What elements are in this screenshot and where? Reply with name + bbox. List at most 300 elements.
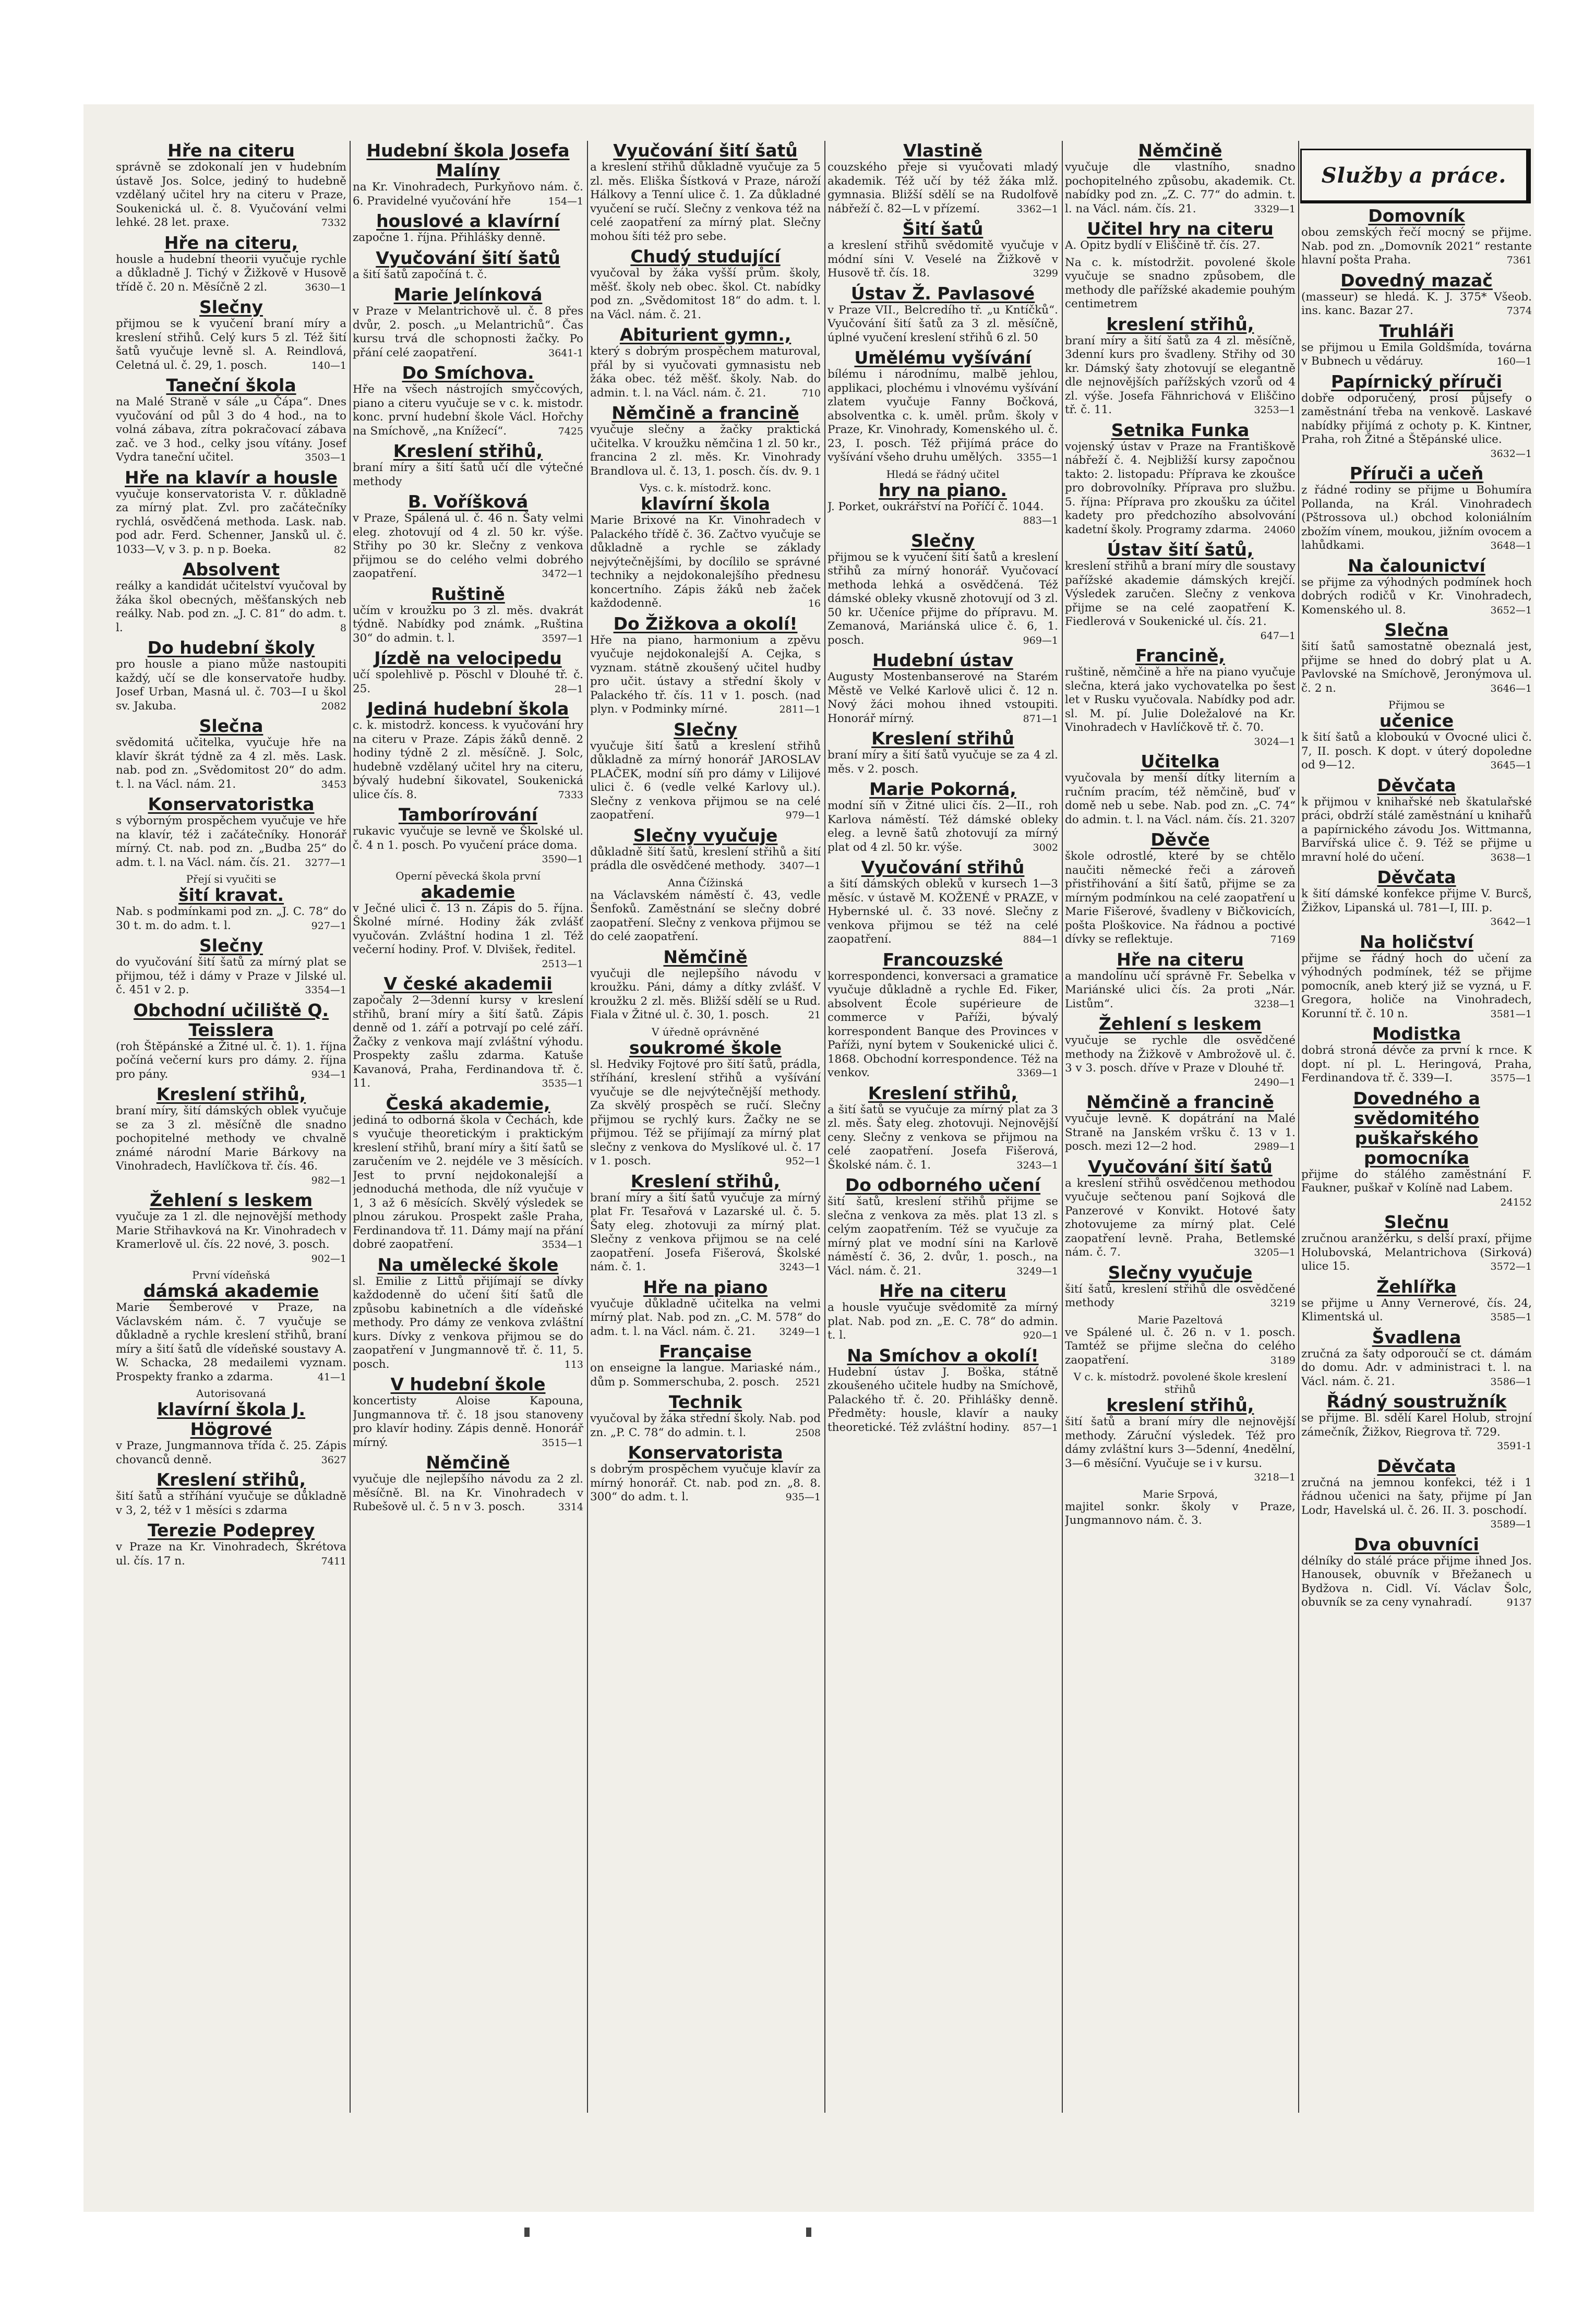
ad-heading: Truhláři [1379, 320, 1454, 341]
ad-reference-number: 3534—1 [542, 1239, 583, 1250]
ad-heading: Vlastině [903, 141, 982, 161]
ad-text: v Praze v Melantrichově ul. č. 8 přes dvůr, 2. posch. „u Melantrichů“. Čas kursu trvá dle schopnosti žačky. Po přání celé zaopatření. [353, 305, 583, 359]
classified-ad [1065, 1014, 1296, 1089]
ad-text: přijme se řádný hoch do učení za výhodných podmínek, též se přijme pomocník, aneb který již se vyzná, u F. Gregora, holiče na Vinohradech, Korunní tř. č. 10 n. [1301, 952, 1532, 1020]
ad-body [1301, 484, 1532, 553]
ad-heading: Française [659, 1341, 752, 1362]
ad-body [1301, 1044, 1532, 1086]
ad-text: Augusty Mostenbanserové na Starém Městě ve Velké Karlově ulici č. 12 n. Nový žáci mohou ihned vstoupiti. Honorář mírný. [828, 670, 1058, 725]
ad-text: braní míry a šití šatů vyučuje se za 4 zl. měs. v 2. posch. [828, 749, 1058, 776]
classified-ad [1065, 1488, 1296, 1528]
ad-kicker: První vídeňská [192, 1269, 270, 1281]
classified-ad [590, 403, 821, 478]
ad-heading: Vyučování šití šatů [613, 141, 798, 161]
ad-body [1301, 1347, 1532, 1389]
ad-heading: Slečna [199, 716, 263, 736]
ad-body [116, 905, 346, 933]
ad-body [353, 305, 583, 360]
classified-ad [590, 720, 821, 823]
ad-reference-number: 7169 [1270, 934, 1296, 945]
ad-text: k přijmou v knihařské neb škatulařské práci, obdrží stálé zaměstnání u knihařů a papírnického závodu Jos. Wittmanna, Barvířská ulice č. 9. Též se přijme u mravní holé do učení. [1301, 795, 1532, 864]
ad-text: braní míry a šití šatů učí dle výtečné methody [353, 461, 583, 488]
ad-heading: Domovník [1368, 206, 1465, 226]
ad-text: Marie Brixové na Kr. Vinohradech v Palackého třídě č. 36. Začtvo vyučuje se důkladně a rychle se základy nejvýtečnějšími, by docílilo se správné techniky a nejdokonalejšího přednesu koncertního. Zápis žáků neb žaček každodenně. [590, 514, 821, 610]
ad-heading: Řádný soustružník [1326, 1391, 1507, 1412]
classified-ad [1301, 271, 1532, 318]
print-mark [806, 2227, 811, 2237]
ad-body [828, 1366, 1058, 1435]
ad-body [1065, 560, 1296, 642]
ad-body [590, 740, 821, 823]
ad-reference-number: 2513—1 [542, 958, 583, 970]
classified-ad [1301, 372, 1532, 461]
ad-heading: Slečny [910, 530, 975, 551]
classified-ad [116, 376, 346, 465]
ad-reference-number: 3472—1 [542, 568, 583, 580]
ad-heading: Obchodní učiliště Q. Teisslera [133, 1000, 329, 1040]
ad-text: který s dobrým prospěchem maturoval, přál by si vyučovati gymnasistu neb žáka obec. též měšť. školy. Nab. do admin. t. l. na Václ. nám. č. 21. [590, 345, 821, 400]
ad-text: k šití šatů a kloboukú v Ovocné ulici č. 7, II. posch. K dopt. v úterý dopoledne od 9—12. [1301, 731, 1532, 772]
ad-body [590, 634, 821, 717]
ad-reference-number: 7425 [558, 425, 583, 437]
ad-body [1301, 1167, 1532, 1208]
classified-ad [1065, 256, 1296, 311]
classified-ad [1065, 1157, 1296, 1260]
classified-ad [353, 492, 583, 581]
ad-body [116, 736, 346, 791]
ad-body [1301, 731, 1532, 773]
ad-reference-number: 3652—1 [1490, 604, 1532, 616]
ad-text: do vyučování šití šatů za mírný plat se přijmou, též i dámy v Praze v Jilské ul. č. 451 v 2. p. [116, 956, 346, 996]
classified-ad [1301, 556, 1532, 618]
ad-reference-number: 3238—1 [1254, 998, 1296, 1010]
classified-ad [116, 1190, 346, 1266]
ad-reference-number: 41—1 [317, 1371, 346, 1383]
ad-kicker: Autorisovaná [196, 1387, 266, 1400]
ad-reference-number: 3630—1 [305, 281, 346, 293]
ad-text: zručná za šaty odporoučí se ct. dámám do domu. Adr. v administraci t. l. na Václ. nám. č. 21. [1301, 1347, 1532, 1388]
ad-body [353, 383, 583, 438]
classified-ad [590, 1026, 821, 1169]
ad-text: a šití šatů se vyučuje za mírný plat za 3 zl. měs. Šaty eleg. zhotovuji. Nejnovější ceny. Slečny z venkova se přijmou na celé zaopatření. Josefa Fišerová, Školské nám. č. 1. [828, 1103, 1058, 1172]
ad-reference-number: 935—1 [785, 1491, 821, 1503]
classified-ad [353, 1453, 583, 1514]
ad-heading: Slečny [199, 935, 263, 956]
ad-reference-number: 3253—1 [1254, 404, 1296, 416]
ad-heading: Ruštině [431, 583, 505, 604]
classified-ad [828, 1083, 1058, 1173]
ad-text: Hudební ústav J. Boška, státně zkoušeného učitele hudby na Smíchově, Palackého tř. č. 20. Přihlášky denně. Předměty: housle, klavír a nauky theoretické. Též zvláštní hodiny. [828, 1365, 1058, 1434]
ad-reference-number: 3243—1 [1016, 1159, 1058, 1171]
ad-body [116, 1301, 346, 1384]
ad-reference-number: 3590—1 [542, 853, 583, 865]
ad-text: J. Porket, oukrářství na Poříčí č. 1044. [828, 500, 1044, 513]
ad-reference-number: 979—1 [785, 810, 821, 821]
ad-reference-number: 927—1 [311, 920, 346, 932]
ad-kicker: Vys. c. k. místodrž. konc. [639, 481, 772, 494]
classified-ad [1301, 1212, 1532, 1274]
ad-text: přijmou se k vyučení braní míry a kreslení střihů. Celý kurs 5 zl. Též šití šatů vyučuje levně sl. A. Reindlová, Celetná ul. č. 29, 1. posch. [116, 317, 346, 372]
ad-body [1065, 970, 1296, 1012]
ad-reference-number: 3002 [1033, 841, 1058, 853]
ad-body [353, 1114, 583, 1252]
ad-body [1301, 952, 1532, 1021]
ad-heading: Kreslení střihů, [393, 441, 543, 461]
ad-text: a kreslení střihů osvědčenou methodou vyučuje sečtenou paní Sojková dle Panzerové v Konvikt. Hotové šaty zhotovujeme za mírný plat. Celé zaopatření levně. Praha, Betlemské nám. č. 7. [1065, 1176, 1296, 1259]
ad-heading: houslové a klavírní [376, 211, 560, 231]
ad-heading: Kreslení střihů, [156, 1084, 306, 1104]
ad-body [828, 368, 1058, 465]
ad-reference-number: 3453 [321, 778, 346, 790]
ad-body [590, 423, 821, 478]
ad-reference-number: 8 [340, 622, 346, 634]
ad-heading: Vyučování šití šatů [1088, 1156, 1273, 1177]
ad-column-5 [1065, 141, 1296, 2113]
ad-heading: Do Žižkova a okolí! [613, 613, 798, 634]
ad-heading: Žehlení s leskem [1098, 1014, 1262, 1034]
classified-ad [1301, 1456, 1532, 1532]
ad-reference-number: 7332 [321, 217, 346, 228]
ad-reference-number: 3218—1 [1254, 1472, 1296, 1483]
ad-text: a šití dámských obleků v kursech 1—3 měsíc. v ústavě M. KOŽENÉ v PRAZE, v Hybernské ul. č. 33 nové. Slečny z venkova přijmou se též na celé zaopatření. [828, 877, 1058, 946]
ad-text: vyučoval by žáka střední školy. Nab. pod zn. „P. C. 78“ do admin. t. l. [590, 1412, 821, 1439]
ad-body [1065, 1283, 1296, 1310]
classified-ad [1301, 932, 1532, 1021]
ad-text: (roh Štěpánské a Žitné ul. č. 1). 1. října počíná večerní kurs pro dámy. 2. října pro pány. [116, 1040, 346, 1081]
ad-text: vyučuje dle nejlepšího návodu za 2 zl. měsíčně. Bl. na Kr. Vinohradech v Rubešově ul. č. 5 n v 3. posch. [353, 1473, 583, 1513]
ad-kicker: Hledá se řádný učitel [886, 467, 1000, 480]
classified-ad [590, 481, 821, 611]
classified-ad [1065, 540, 1296, 643]
ad-reference-number: 3189 [1270, 1354, 1296, 1366]
ad-text: započne 1. října. Přihlášky denně. [353, 231, 546, 244]
ad-body [828, 1195, 1058, 1278]
ad-text: svědomitá učitelka, vyučuje hře na klavír škrát týdně za 4 zl. měs. Lask. nab. pod zn. „Svědomitost 20“ do adm. t. l. na Václ. nám. 21. [116, 736, 346, 791]
ad-heading: Ústav Ž. Pavlasové [850, 283, 1035, 304]
ad-heading: Francouzské [882, 949, 1003, 970]
ad-reference-number: 154—1 [548, 195, 583, 207]
column-divider [824, 141, 825, 2113]
classified-ad [353, 441, 583, 489]
ad-body [1065, 1326, 1296, 1368]
ad-body [353, 180, 583, 208]
ad-reference-number: 2989—1 [1254, 1141, 1296, 1152]
ad-text: dobrá stroná dévče za první k rnce. K dopt. ní pl. L. Heringová, Praha, Ferdinandova tř. č. 339—I. [1301, 1044, 1532, 1085]
ad-heading: Němčině [663, 946, 748, 967]
ad-column-1 [116, 141, 346, 2113]
ad-body [590, 1058, 821, 1169]
ad-body [1065, 1415, 1296, 1483]
ad-body [353, 231, 583, 245]
ad-heading: akademie [421, 881, 515, 902]
ad-text: sl. Emilie z Littů přijímají se dívky každodenně do učení šití šatů dle způsobu kabinetních a dle vídeňské methody. Pro dámy ze venkova zvláštní kurs. Dívky z venkova přijmou se do zaopatření v Jungmannově tř. č. 11, 5. posch. [353, 1274, 583, 1371]
classified-ad [828, 1175, 1058, 1278]
ad-heading: hry na piano. [879, 479, 1007, 500]
ad-heading: Příruči a učeň [1349, 463, 1484, 484]
ad-body [353, 719, 583, 802]
ad-heading: V české akademii [383, 973, 553, 994]
classified-ad [1065, 752, 1296, 827]
ad-body [828, 239, 1058, 281]
ad-body [1301, 576, 1532, 618]
ad-reference-number: 3354—1 [305, 984, 346, 996]
column-divider [587, 141, 588, 2113]
ad-heading: Setnika Funka [1111, 419, 1250, 440]
ad-body [1065, 1034, 1296, 1088]
ad-text: započaly 2—3denní kursy v kreslení střihů, braní míry a šití šatů. Zápis denně od 1. září a potrvají po celé září. Žačky z venkova mají zvláštní výhodu. Prospekty zašlu zdarma. Katuše Kavanová, Praha, Ferdinandova tř. č. 11. [353, 994, 583, 1090]
ad-reference-number: 1 [814, 465, 821, 477]
ad-heading: Dovedného a svědomitého puškařského pomocníka [1353, 1088, 1480, 1168]
ad-reference-number: 3024—1 [1254, 736, 1296, 748]
ad-body [828, 500, 1058, 526]
classified-ad [353, 805, 583, 866]
ad-body [590, 1362, 821, 1389]
ad-heading: Absolvent [183, 559, 280, 580]
ad-reference-number: 160—1 [1496, 356, 1532, 367]
ad-heading: Slečny vyučuje [1108, 1262, 1253, 1283]
ad-heading: Česká akademie, [386, 1093, 550, 1114]
classified-ad [116, 1085, 346, 1187]
ad-heading: Děvče [1150, 829, 1210, 850]
ad-body [116, 1439, 346, 1467]
ad-reference-number: 3585—1 [1490, 1311, 1532, 1323]
ad-heading: Abiturient gymn., [619, 324, 791, 345]
ad-body [590, 1297, 821, 1339]
classified-ad [590, 1443, 821, 1504]
ad-body [590, 267, 821, 322]
ad-reference-number: 2508 [795, 1427, 821, 1439]
ad-reference-number: 7374 [1506, 305, 1532, 317]
ad-heading: Hudební škola Josefa Malíny [366, 141, 570, 180]
classified-ad [1301, 620, 1532, 695]
ad-text: A. Opitz bydlí v Eliščině tř. čís. 27. [1065, 239, 1261, 252]
ad-heading: Hře na citeru, [164, 232, 298, 253]
ad-heading: Kreslení střihů, [630, 1171, 781, 1191]
classified-ad [1065, 646, 1296, 749]
classified-ad [353, 699, 583, 802]
ad-heading: klavírní škola J. Högrové [157, 1399, 306, 1439]
ad-text: v Ječné ulici č. 13 n. Zápis do 5. října. Školné mírné. Hodiny žák zvlášť vyučován. Zvláštní hodina 1 zl. Též večerní hodiny. Prof. V. Dlvišek, ředitel. [353, 901, 583, 956]
ad-body [116, 1210, 346, 1265]
ad-heading: Kreslení střihů [871, 728, 1014, 749]
classified-ad [353, 1255, 583, 1372]
classified-ad [590, 325, 821, 400]
classified-ad [1301, 1024, 1532, 1086]
ad-body [116, 956, 346, 997]
ad-heading: Konservatoristka [148, 794, 315, 814]
ad-heading: Němčině [1138, 141, 1222, 161]
ad-heading: Němčině a francině [1086, 1092, 1274, 1112]
ad-body [590, 967, 821, 1022]
column-divider [350, 141, 351, 2113]
classified-ad [1065, 219, 1296, 253]
ad-text: šití šatů, kreslení střihů přijme se slečna z venkova za měs. plat 13 zl. s celým zaopatřením. Též se vyučuje za mírný plat ve modní síni na Karlově náměstí č. 36, 2. dvůr, 1. posch., na Václ. nám. č. 21. [828, 1195, 1058, 1278]
classified-ad [116, 638, 346, 713]
ad-heading: Tamborírování [398, 804, 538, 825]
classified-ad [828, 651, 1058, 726]
ad-reference-number: 7333 [558, 789, 583, 801]
ad-text: škole odrostlé, které by se chtělo naučiti německé řeči a zároveň přistřihování a šití šatů, přijme se za mírným podmínkou na celé zaopatření u Marie Fišerové, švadleny v Bičkovicích, pošta Ploškovice. Na řádnou a poctivé dívky se reflektuje. [1065, 850, 1296, 946]
ad-reference-number: 952—1 [785, 1155, 821, 1167]
ad-body [116, 1540, 346, 1568]
ad-text: modní síň v Žitné ulici čís. 2—II., roh Karlova náměstí. Též dámské obleky eleg. a levně šatů zhotovují za mírný plat od 4 zl. 50 kr. výše. [828, 799, 1058, 854]
ad-text: vyučuje za 1 zl. dle nejnovější methody Marie Střihavková na Kr. Vinohradech v Kramerlově ul. čís. 22 nové, 3. posch. [116, 1210, 346, 1251]
classified-ad [1301, 1392, 1532, 1453]
ad-body [828, 1301, 1058, 1343]
ad-heading: V hudební škole [390, 1374, 546, 1394]
ad-heading: Papírnický příruči [1331, 371, 1502, 392]
classified-ad [1065, 420, 1296, 537]
ad-reference-number: 3407—1 [779, 860, 821, 872]
ad-text: šití šatů a stříhání vyučuje se důkladně v 3, 2, též v 1 měsíci s zdarma [116, 1490, 346, 1517]
classified-ad [1301, 1277, 1532, 1324]
ad-reference-number: 3591-1 [1497, 1440, 1532, 1452]
ad-text: na Kr. Vinohradech, Purkyňovo nám. č. 6. Pravidelné vyučování hře [353, 180, 583, 208]
ad-heading: Žehlířka [1376, 1276, 1457, 1297]
ad-body [1065, 1177, 1296, 1260]
classified-ad [828, 531, 1058, 648]
ad-body [353, 512, 583, 581]
ad-text: učí spolehlivě p. Pöschl v Dlouhé tř. č. 25. [353, 668, 583, 695]
ad-reference-number: 3207 [1270, 814, 1296, 826]
ad-heading: Kreslení střihů, [156, 1470, 306, 1490]
ad-heading: Žehlení s leskem [149, 1190, 313, 1210]
classified-ad [1301, 1089, 1532, 1210]
ad-text: korrespondenci, konversaci a gramatice vyučuje důkladně a rychle Ed. Fiker, absolvent École supérieure de commerce v Paříži, bývalý korrespondent Banque des Provinces v Paříži, nyní bytem v Soukenické ulici č. 1868. Obchodní korrespondence. Též na venkov. [828, 969, 1058, 1079]
ad-reference-number: 3515—1 [542, 1437, 583, 1449]
ad-text: učím v kroužku po 3 zl. měs. dvakrát týdně. Nabídky pod známk. „Ruština 30“ do admin. t. l. [353, 604, 583, 645]
ad-text: šití šatů, kreslení střihů dle osvědčené methody [1065, 1282, 1296, 1309]
ad-heading: Na umělecké škole [377, 1254, 559, 1275]
classified-ad [590, 826, 821, 873]
ad-heading: Učitel hry na citeru [1087, 219, 1274, 239]
classified-ad [1301, 868, 1532, 929]
ad-body [828, 551, 1058, 648]
classified-ad [1065, 830, 1296, 947]
ad-heading: Na Smíchov a okolí! [847, 1345, 1039, 1366]
ad-text: a kreslení střihů svědomitě vyučuje v módní síni V. Veselé na Žižkově v Husově tř. čís. 18. [828, 239, 1058, 280]
ad-heading: Umělému vyšívání [854, 347, 1032, 368]
ad-text: k šití dámské konfekce přijme V. Burcš, Žižkov, Lipanská ul. 781—I, III. p. [1301, 887, 1532, 914]
ad-text: braní míry a šití šatů vyučuje za mírný plat Fr. Tesařová v Lazarské ul. č. 5. Šaty eleg. zhotovuji za mírný plat. Slečny z venkova přijmou se na celé zaopatření. Josefa Fišerová, Školské nám. č. 1. [590, 1191, 821, 1273]
ad-heading: Hře na citeru [167, 141, 295, 161]
ad-reference-number: 113 [564, 1358, 583, 1370]
ad-reference-number: 2490—1 [1254, 1076, 1296, 1088]
ad-heading: Dva obuvníci [1354, 1534, 1479, 1555]
ad-text: vyučuje dle vlastního, snadno pochopitelného způsobu, akademik. Ct. nabídky pod zn. „Z. C. 77“ do admin. t. l. na Václ. nám. čís. 21. [1065, 161, 1296, 215]
ad-reference-number: 3648—1 [1490, 540, 1532, 551]
ad-text: se přijme. Bl. sdělí Karel Holub, strojní zámečník, Žižkov, Riegrova tř. 729. [1301, 1412, 1532, 1439]
ad-body [1301, 640, 1532, 695]
column-divider [1062, 141, 1063, 2113]
ad-text: Na c. k. místodržit. povolené škole vyučuje se snadno způsobem, dle methody dle pařížské akademie pouhým centimetrem [1065, 256, 1296, 310]
classified-ad [1301, 776, 1532, 865]
classified-ad [1301, 321, 1532, 369]
ad-body [1301, 1476, 1532, 1530]
ad-heading: Slečnu [1384, 1212, 1449, 1232]
classified-ad [353, 584, 583, 646]
classified-ad [1301, 1535, 1532, 1610]
classified-ad [353, 648, 583, 696]
classified-ad [590, 876, 821, 944]
classified-ad [116, 716, 346, 791]
ad-heading: kreslení střihů, [1106, 1395, 1254, 1415]
classified-ad [1065, 141, 1296, 216]
ad-text: s dobrým prospěchem vyučuje klavír za mírný honorář. Ct. nab. pod zn. „8. 8. 300“ do adm. t. l. [590, 1463, 821, 1503]
classified-ad [116, 936, 346, 997]
classified-ad [116, 873, 346, 933]
ad-text: šití šatů a braní míry dle nejnovější methody. Záruční výsledek. Též pro dámy zvláštní kurs 3—5denní, 4nedělní, 3—6 měsíční. Vyučuje se i v kursu. [1065, 1415, 1296, 1470]
ad-kicker: Anna Čížinská [667, 876, 743, 889]
classified-ad [1065, 950, 1296, 1012]
ad-heading: učenice [1379, 711, 1454, 731]
ad-heading: Hře na citeru [1117, 949, 1244, 970]
ad-reference-number: 16 [808, 598, 821, 609]
ad-reference-number: 857—1 [1023, 1422, 1058, 1434]
ad-heading: Švadlena [1372, 1327, 1461, 1347]
ad-reference-number: 3586—1 [1490, 1376, 1532, 1388]
classified-ad [353, 248, 583, 282]
ad-body [590, 1191, 821, 1274]
ad-heading: Francině, [1135, 645, 1225, 666]
classified-ad [828, 858, 1058, 947]
ad-heading: Slečny [199, 297, 263, 317]
classified-ad [116, 141, 346, 230]
ad-text: rukavic vyučuje se levně ve Školské ul. č. 4 n 1. posch. Po vyučení práce doma. [353, 825, 583, 852]
ad-heading: Slečny [673, 719, 738, 740]
ad-heading: Vyučování střihů [861, 857, 1025, 877]
classified-ad [353, 141, 583, 208]
ad-body [353, 901, 583, 970]
ad-reference-number: 3638—1 [1490, 851, 1532, 863]
ad-text: ruštině, němčině a hře na piano vyučuje slečna, která jako vychovatelka po šest let v Rusku vyučovala. Nabídky pod adr. sl. M. pí. Julie Doležalové na Kr. Vinohradech v Havlíčkově tř. č. 70. [1065, 666, 1296, 734]
ad-text: kreslení střihů a braní míry dle soustavy pařížské akademie dámských krejčí. Výsledek zaručen. Slečny z venkova přijme se na celé zaopatření K. Fiedlerová v Soukenické ul. čís. 21. [1065, 560, 1296, 628]
ad-kicker: Přijmou se [1388, 699, 1445, 711]
ad-reference-number: 140—1 [311, 359, 346, 371]
ad-body [828, 799, 1058, 854]
ad-reference-number: 2811—1 [779, 704, 821, 715]
ad-reference-number: 24060 [1264, 524, 1296, 536]
classified-ad [590, 1342, 821, 1389]
classified-ad [116, 1001, 346, 1082]
classified-ad [353, 211, 583, 245]
ad-text: reálky a kandidát učitelství vyučoval by žáka škol obecných, měšťanských neb reálky. Nab. pod zn. „J. C. 81“ do adm. t. l. [116, 580, 346, 634]
ad-reference-number: 883—1 [1023, 515, 1058, 526]
ad-reference-number: 3572—1 [1490, 1261, 1532, 1272]
ad-reference-number: 3627 [321, 1454, 346, 1466]
ad-kicker: Přejí si vyučiti se [186, 873, 277, 885]
ad-reference-number: 3369—1 [1016, 1067, 1058, 1079]
ad-text: ve Spálené ul. č. 26 n. v 1. posch. Tamtéž se přijme slečna do celého zaopatření. [1065, 1326, 1296, 1367]
classified-ad [116, 233, 346, 295]
ad-body [1301, 391, 1532, 460]
ad-body [828, 1103, 1058, 1173]
classified-ad [828, 950, 1058, 1080]
ad-reference-number: 3581—1 [1490, 1008, 1532, 1020]
classified-ad [828, 779, 1058, 854]
ad-body [116, 658, 346, 713]
ad-body [116, 580, 346, 635]
ad-reference-number: 21 [808, 1009, 821, 1021]
print-mark [524, 2227, 530, 2237]
ad-body [353, 994, 583, 1091]
classified-ad [590, 1278, 821, 1339]
ad-text: vyučuje konservatorista V. r. důkladně za mírný plat. Zvl. pro začátečníky rychlá, osvědčená methoda. Lask. nab. pod adr. Ferd. Schenner, Jansků ul. č. 1033—V, v 3. p. n p. Boeka. [116, 487, 346, 556]
ad-reference-number: 3329—1 [1254, 203, 1296, 215]
classified-ad [116, 794, 346, 870]
ad-heading: Technik [668, 1392, 742, 1412]
classified-ad [1065, 1263, 1296, 1310]
